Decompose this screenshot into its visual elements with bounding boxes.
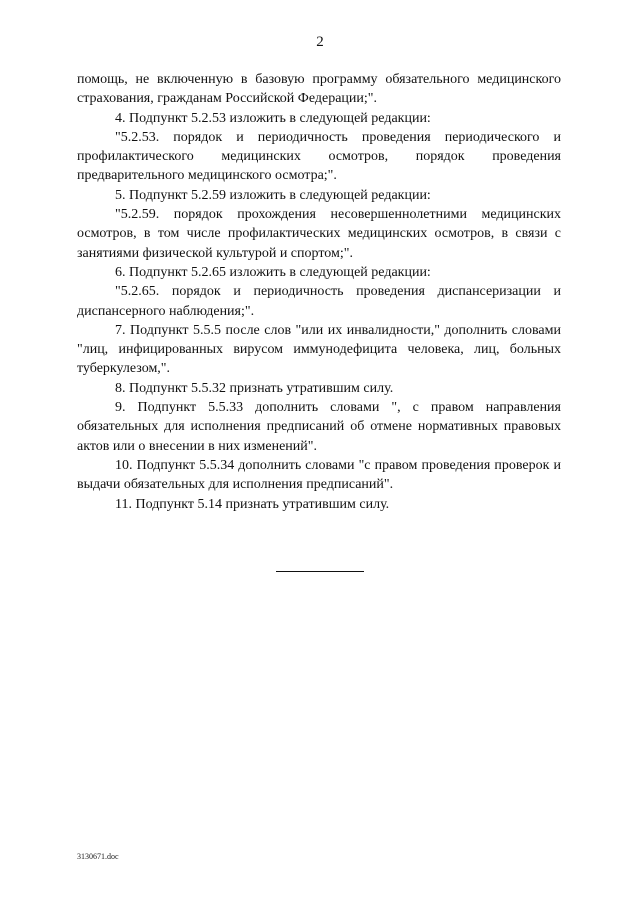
paragraph-item-9: 9. Подпункт 5.5.33 дополнить словами ", с правом направления обязательных для исполнения предписаний об отмене нормативных правовых актов или о внесении в них изменений". xyxy=(77,400,561,454)
end-separator-line xyxy=(276,571,364,572)
paragraph-item-6: 6. Подпункт 5.2.65 изложить в следующей редакции: xyxy=(115,264,431,280)
paragraph-item-6-text: "5.2.65. порядок и периодичность проведения диспансеризации и диспансерного наблюдения;". xyxy=(77,284,561,319)
page-number: 2 xyxy=(316,34,324,50)
paragraph-item-4-text: "5.2.53. порядок и периодичность проведения периодического и профилактического медицинских осмотров, порядок проведения предварительного медицинского осмотра;". xyxy=(77,129,561,184)
paragraph-item-10: 10. Подпункт 5.5.34 дополнить словами "с правом проведения проверок и выдачи обязательных для исполнения предписаний". xyxy=(77,457,561,493)
paragraph-item-5-text: "5.2.59. порядок прохождения несовершеннолетними медицинских осмотров, в том числе профилактических медицинских осмотров, в связи с занятиями физической культурой и спортом;". xyxy=(77,207,561,261)
paragraph-continuation: помощь, не включенную в базовую программу обязательного медицинского страхования, гражданам Российской Федерации;". xyxy=(77,72,561,107)
paragraph-item-8: 8. Подпункт 5.5.32 признать утратившим силу. xyxy=(115,380,394,396)
paragraph-item-7: 7. Подпункт 5.5.5 после слов "или их инвалидности," дополнить словами "лиц, инфицированных вирусом иммунодефицита человека, лиц, больных туберкулезом,". xyxy=(77,322,561,377)
document-body xyxy=(77,70,561,514)
paragraph-item-5: 5. Подпункт 5.2.59 изложить в следующей редакции: xyxy=(115,187,431,203)
footer-filename: 3130671.doc xyxy=(77,852,119,861)
paragraph-item-11: 11. Подпункт 5.14 признать утратившим силу. xyxy=(115,496,390,512)
paragraph-item-4: 4. Подпункт 5.2.53 изложить в следующей редакции: xyxy=(115,110,431,126)
